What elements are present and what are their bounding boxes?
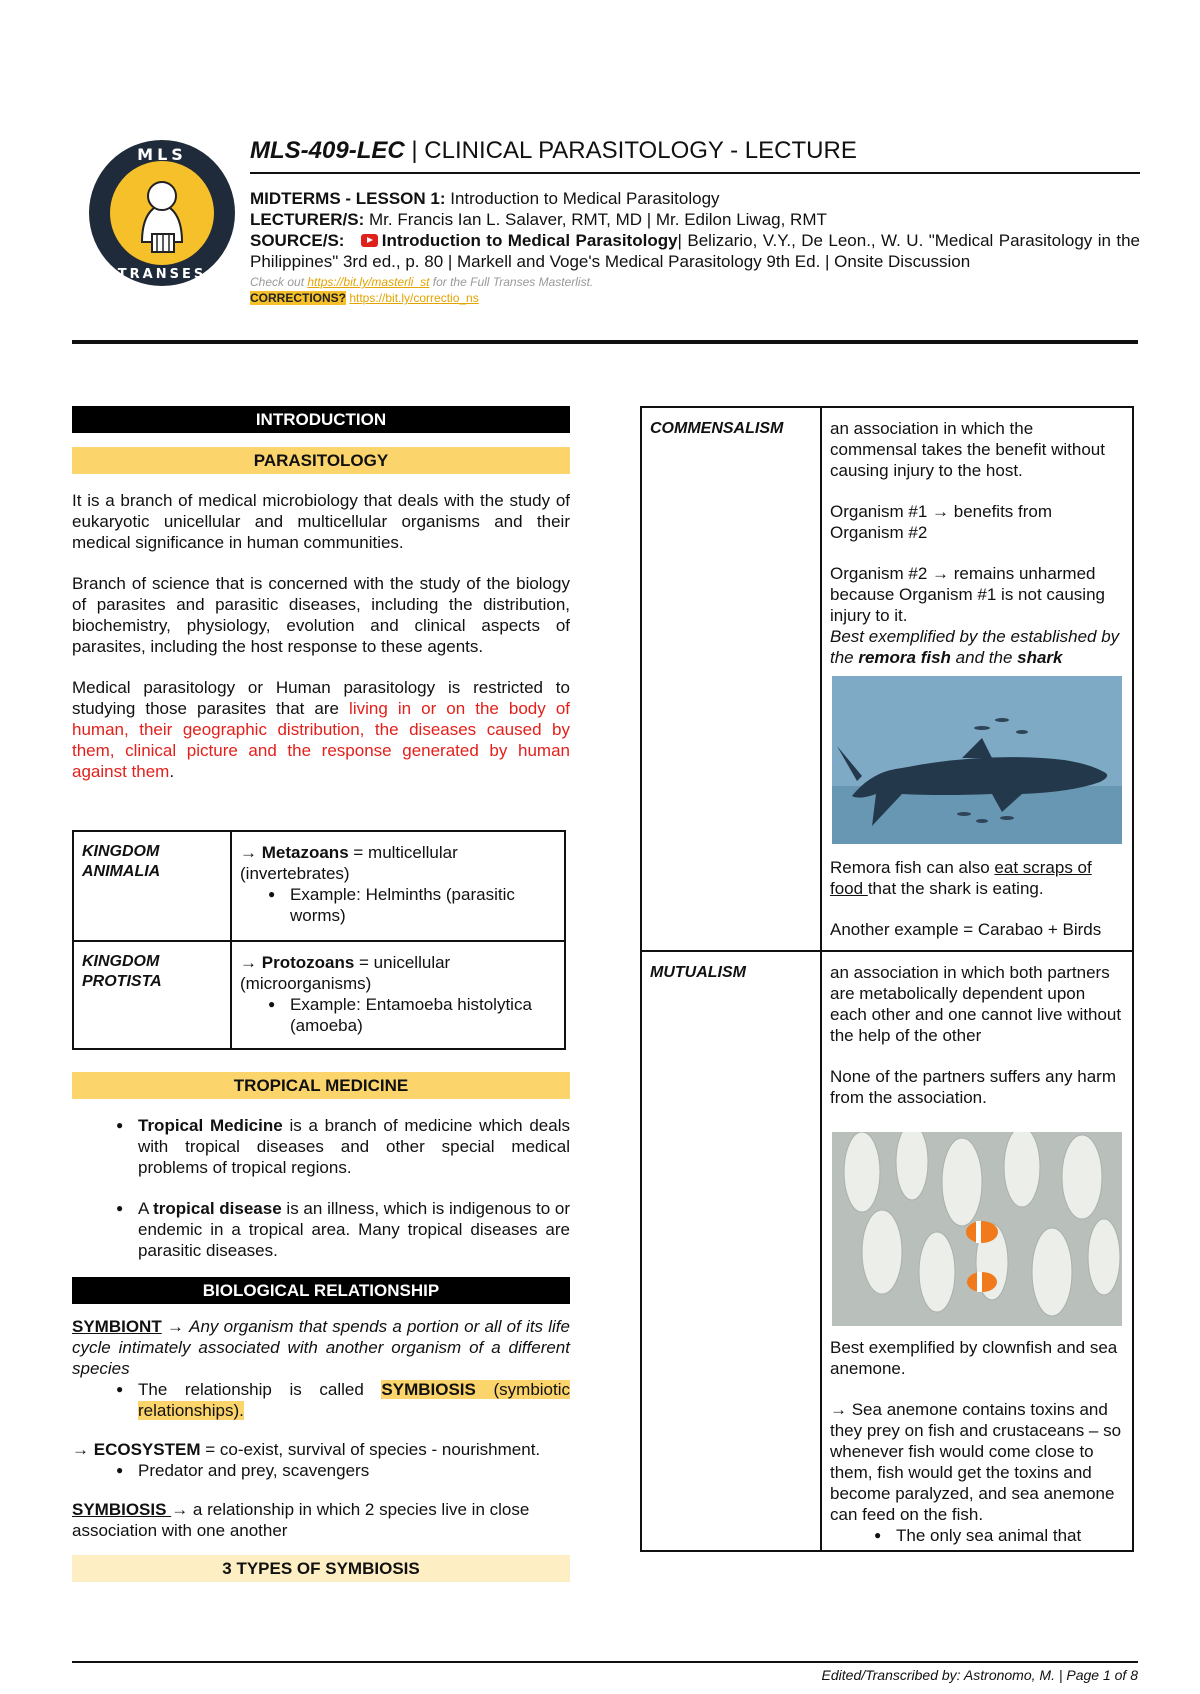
tropical-term: tropical disease — [153, 1199, 282, 1218]
logo-top-text: MLS — [137, 145, 187, 164]
table-row — [641, 407, 1133, 951]
list-item: ● Example: Helminths (parasitic worms) — [264, 884, 556, 926]
source-rest: | Belizario, V.Y., De Leon., W. U. "Medical Parasitology in the Philippines" 3rd ed., p. 80 | Markell and Voge's Medical Parasitology 9th Ed. | Onsite Discussion — [250, 231, 1140, 271]
mutualism-p2: None of the partners suffers any harm from the association. — [830, 1067, 1117, 1107]
tropical-term: Tropical Medicine — [138, 1116, 283, 1135]
list-item: ● Predator and prey, scavengers — [112, 1460, 570, 1481]
arrow: → — [72, 1440, 94, 1459]
list-item: ● The only sea animal that — [870, 1525, 1124, 1546]
masterlist-pre: Check out — [250, 275, 308, 289]
symbiosis-term: SYMBIOSIS — [72, 1500, 172, 1519]
symbiont-list — [112, 1379, 570, 1421]
masterlist-post: for the Full Transes Masterlist. — [429, 275, 594, 289]
commensalism-p5 — [830, 857, 1124, 899]
ecosystem-term: ECOSYSTEM — [93, 1440, 201, 1459]
example-list — [264, 884, 556, 926]
para3-end: . — [169, 762, 175, 781]
p5-underlined: eat scraps of food — [830, 858, 1092, 898]
corrections-link[interactable]: https://bit.ly/correctio_ns — [349, 291, 479, 305]
tropical-list — [112, 1115, 570, 1261]
symbiont-term: SYMBIONT — [72, 1317, 162, 1336]
commensalism-p1: an association in which the commensal takes the benefit without causing injury to the host. — [830, 419, 1105, 480]
commensalism-p4 — [830, 626, 1124, 668]
footer-text: Edited/Transcribed by: Astronomo, M. | Page 1 of 8 — [821, 1667, 1138, 1683]
mutualism-p4: → Sea anemone contains toxins and they prey on fish and crustaceans – so whenever fish would come close to them, fish would get the toxins and become paralyzed, and sea anemone can feed on the fish. — [830, 1400, 1122, 1524]
list-item — [112, 1115, 570, 1178]
para3-plain: Medical parasitology or Human parasitology is restricted to studying those parasites that are — [72, 678, 570, 718]
ecosystem-definition — [72, 1439, 570, 1460]
lecturer-label: LECTURER/S: — [250, 210, 365, 229]
lesson-meta — [250, 188, 1140, 306]
table-row — [73, 941, 565, 1049]
kingdom-desc — [231, 831, 565, 941]
parasitology-para-2: Branch of science that is concerned with the study of the biology of parasites and parasitic diseases, including the distribution, biochemistry, physiology, evolution and clinical aspects of parasites, including the host response to these agents. — [72, 574, 570, 656]
mls-transes-logo — [86, 138, 238, 288]
header-divider — [72, 340, 1138, 344]
kingdom-desc — [231, 941, 565, 1049]
page-title — [250, 136, 1140, 174]
lesson-label: MIDTERMS - LESSON 1: — [250, 189, 446, 208]
symbiosis-def: → a relationship in which 2 species live in close association with one another — [72, 1500, 530, 1540]
corrections-label: CORRECTIONS? — [250, 291, 346, 305]
list-item — [112, 1198, 570, 1261]
para3-red: living in or on the body of human, their geographic distribution, the diseases caused by them, clinical picture and the response generated by human against them — [72, 699, 570, 781]
p4-pre: Best exemplified by the established by the — [830, 627, 1120, 667]
tropical-medicine-heading: TROPICAL MEDICINE — [72, 1072, 570, 1099]
source-label: SOURCE/S: — [250, 231, 345, 250]
corrections-line — [250, 290, 1140, 306]
list-item: ● Example: Entamoeba histolytica (amoeba) — [264, 994, 556, 1036]
tropical-rest: is an illness, which is indigenous to or endemic in a tropical area. Many tropical diseases are parasitic diseases. — [138, 1199, 570, 1260]
symbiosis-term: SYMBIOSIS — [381, 1380, 476, 1399]
kingdom-term: Metazoans — [261, 843, 349, 862]
p5-post: that the shark is eating. — [867, 879, 1044, 898]
tropical-rest: is a branch of medicine which deals with tropical diseases and other special medical problems of tropical regions. — [138, 1116, 570, 1177]
biological-relationship-heading: BIOLOGICAL RELATIONSHIP — [72, 1277, 570, 1304]
commensalism-label: COMMENSALISM — [641, 407, 821, 951]
whale-shark-image — [832, 676, 1122, 844]
example-list — [264, 994, 556, 1036]
commensalism-desc — [821, 407, 1133, 951]
logo-bottom-text: TRANSES — [117, 267, 207, 282]
p5-pre: Remora fish can also — [830, 858, 995, 877]
lesson-line — [250, 188, 1140, 209]
commensalism-p3: Organism #2 → remains unharmed because Organism #1 is not causing injury to it. — [830, 564, 1105, 625]
types-of-symbiosis-heading: 3 TYPES OF SYMBIOSIS — [72, 1555, 570, 1582]
document-header — [250, 136, 1140, 306]
parasitology-para-1: It is a branch of medical microbiology that deals with the study of eukaryotic unicellular and multicellular organisms and their medical significance in human communities. — [72, 491, 570, 552]
table-row — [641, 951, 1133, 1551]
kingdom-def: = unicellular (microorganisms) — [240, 953, 451, 993]
mutualism-desc — [821, 951, 1133, 1551]
mutualism-p3: Best exemplified by clownfish and sea anemone. — [830, 1338, 1118, 1378]
p4-mid: and the — [950, 648, 1018, 667]
p4-b2: shark — [1017, 648, 1063, 667]
parasitology-heading: PARASITOLOGY — [72, 447, 570, 474]
list-item — [112, 1379, 570, 1421]
course-title: | CLINICAL PARASITOLOGY - LECTURE — [404, 137, 857, 164]
symbiosis-definition — [72, 1499, 570, 1541]
left-column — [72, 406, 570, 1582]
masterlist-note — [250, 274, 1140, 290]
kingdom-term: Protozoans — [261, 953, 355, 972]
arrow: → — [240, 843, 262, 862]
mutualism-p1: an association in which both partners are metabolically dependent upon each other and one cannot live without the help of the other — [830, 963, 1122, 1045]
ecosystem-def: = co-exist, survival of species - nourishment. — [200, 1440, 541, 1459]
bullet-pre: The relationship is called — [138, 1380, 382, 1399]
course-code: MLS-409-LEC — [250, 137, 405, 164]
bullet-post: (symbiotic relationships). — [138, 1380, 571, 1420]
kingdom-name: KINGDOM PROTISTA — [73, 941, 231, 1049]
introduction-heading: INTRODUCTION — [72, 406, 570, 433]
mutualism-list — [870, 1525, 1124, 1546]
symbiosis-types-table — [640, 406, 1134, 1552]
arrow: → — [240, 953, 262, 972]
symbiont-def: Any organism that spends a portion or all of its life cycle intimately associated with another organism of a different species — [72, 1317, 570, 1378]
lecturer-line — [250, 209, 1140, 230]
tropical-pre: A — [138, 1199, 154, 1218]
kingdom-table — [72, 830, 566, 1050]
arrow: → — [161, 1317, 190, 1336]
lesson-value: Introduction to Medical Parasitology — [445, 189, 720, 208]
clownfish-anemone-image — [832, 1132, 1122, 1326]
parasitology-para-3 — [72, 677, 570, 782]
commensalism-p2: Organism #1 → benefits from Organism #2 — [830, 502, 1053, 542]
kingdom-name: KINGDOM ANIMALIA — [73, 831, 231, 941]
p4-b1: remora fish — [858, 648, 951, 667]
symbiont-definition — [72, 1316, 570, 1379]
youtube-icon — [361, 234, 378, 247]
lecturer-value: Mr. Francis Ian L. Salaver, RMT, MD | Mr. Edilon Liwag, RMT — [364, 210, 827, 229]
footer-divider — [72, 1661, 1138, 1663]
masterlist-link[interactable]: https://bit.ly/masterli_st — [307, 275, 430, 289]
commensalism-p6: Another example = Carabao + Birds — [830, 920, 1102, 939]
mutualism-label: MUTUALISM — [641, 951, 821, 1551]
kingdom-def: = multicellular (invertebrates) — [240, 843, 458, 883]
ecosystem-list — [112, 1460, 570, 1481]
source-video-link[interactable]: Introduction to Medical Parasitology — [381, 231, 678, 250]
table-row — [73, 831, 565, 941]
source-line — [250, 230, 1140, 272]
